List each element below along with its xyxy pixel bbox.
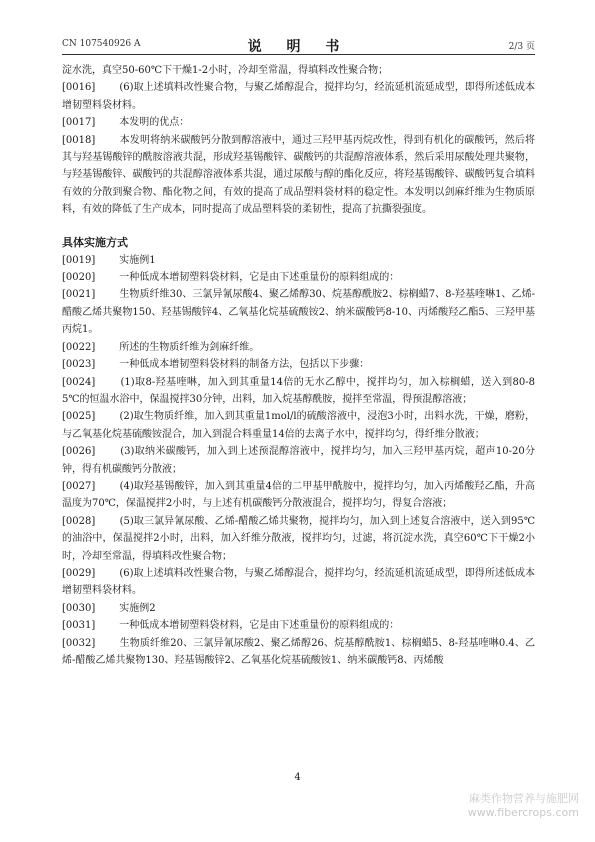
paragraph-number: [0031] (62, 620, 96, 632)
paragraph (62, 513, 535, 565)
paragraph (62, 252, 535, 269)
paragraph (62, 62, 535, 79)
paragraph-number: [0019] (62, 254, 96, 266)
document-body (62, 62, 535, 669)
paragraph (62, 339, 535, 356)
paragraph-text: 淀水洗，真空50-60℃下干燥1-2小时，冷却至常温，得填料改性聚合物； (62, 65, 389, 76)
paragraph-text: (1)取8-羟基喹啉，加入到其重量14倍的无水乙醇中，搅拌均匀，加入棕榈蜡，送入到80-85℃的恒温水浴中，保温搅拌30分钟，出料，加入烷基醇酰胺，搅拌至常温，得预混醇溶液； (62, 376, 535, 405)
paragraph-text: (6)取上述填料改性聚合物，与聚乙烯醇混合，搅拌均匀，经流延机流延成型，即得所述低成本增韧塑料袋材料。 (62, 82, 535, 111)
paragraph-text: 所述的生物质纤维为剑麻纤维。 (119, 341, 260, 353)
paragraph-number: [0022] (62, 341, 96, 353)
watermark (468, 792, 579, 820)
paragraph (62, 79, 535, 114)
paragraph-number: [0018] (62, 134, 96, 146)
paragraph (62, 374, 535, 409)
paragraph (62, 114, 535, 131)
page-indicator: 2/3 页 (508, 42, 535, 52)
paragraph-number: [0016] (62, 82, 96, 94)
paragraph-text: (4)取羟基锡酸锌，加入到其重量4倍的二甲基甲酰胺中，搅拌均匀，加入丙烯酸羟乙酯，升高温度为70℃，保温搅拌2小时，与上述有机碳酸钙分散液混合，搅拌均匀，得复合溶液； (62, 480, 536, 510)
paragraph-number: [0029] (62, 567, 96, 579)
paragraph-text: 本发明的优点： (119, 117, 190, 129)
paragraph-number: [0028] (62, 515, 96, 527)
paragraph-text: 实施例1 (119, 254, 156, 266)
paragraph-block-embodiments (62, 252, 535, 670)
paragraph (62, 617, 535, 634)
section-title: 具体实施方式 (62, 235, 128, 249)
paragraph (62, 635, 535, 670)
page-header (62, 36, 535, 55)
publication-number: CN 107540926 A (62, 39, 141, 49)
paragraph-number: [0026] (62, 446, 96, 458)
document-title: 说 明 书 (247, 39, 350, 55)
paragraph-number: [0020] (62, 272, 96, 284)
paragraph (62, 286, 535, 338)
paragraph-text: (6)取上述填料改性聚合物，与聚乙烯醇混合，搅拌均匀，经流延机流延成型，即得所述低成本增韧塑料袋材料。 (62, 567, 535, 597)
paragraph-text: 本发明将纳米碳酸钙分散到醇溶液中，通过三羟甲基丙烷改性，得到有机化的碳酸钙，然后将其与羟基锡酸锌的酰胺溶液共混，形成羟基锡酸锌、碳酸钙的共混醇溶液体系，然后采用尿酸处理共聚物，与羟基锡酸锌、碳酸钙的共混醇溶液体系共混，通过尿酸与醇的酯化反应，将羟基锡酸锌、碳酸钙复合填料有效的分散到聚合物、酯化物之间，有效的提高了成品塑料袋材料的稳定性。本发明以剑麻纤维为生物质原料，有效的降低了生产成本，同时提高了成品塑料袋的柔韧性，提高了抗撕裂强度。 (62, 134, 536, 216)
paragraph-text: (5)取三氯异氰尿酸、乙烯-醋酸乙烯共聚物，搅拌均匀，加入到上述复合溶液中，送入到95℃的油浴中，保温搅拌2小时，出料，加入纤维分散液，搅拌均匀，过滤，将沉淀水洗，真空60℃下干燥2小时，冷却至常温，得填料改性聚合物； (62, 515, 536, 562)
paragraph-number: [0021] (62, 289, 96, 301)
paragraph (62, 132, 535, 219)
paragraph (62, 443, 535, 478)
paragraph-number: [0030] (62, 602, 96, 614)
paragraph-text: 生物质纤维20、三氯异氰尿酸2、聚乙烯醇26、烷基醇酰胺1、棕榈蜡5、8-羟基喹啉0.4、乙烯-醋酸乙烯共聚物130、羟基锡酸锌2、乙氧基化烷基硫酸铵1、纳米碳酸钙8、丙烯酸 (62, 637, 535, 666)
paragraph (62, 356, 535, 373)
paragraph-text: (2)取生物质纤维，加入到其重量1mol/l的硫酸溶液中，浸泡3小时，出料水洗，干燥，磨粉，与乙氧基化烷基硫酸铵混合，加入到混合料重量14倍的去离子水中，搅拌均匀，得纤维分散液； (62, 411, 535, 440)
paragraph-number: [0017] (62, 117, 96, 129)
paragraph-number: [0023] (62, 359, 96, 371)
paragraph-text: 一种低成本增韧塑料袋材料，它是由下述重量份的原料组成的： (119, 620, 400, 632)
paragraph-block-intro (62, 62, 535, 219)
watermark-url: www.fibercrops.com (467, 806, 579, 819)
watermark-site-name: 麻类作物营养与施肥网 (469, 792, 579, 805)
paragraph (62, 478, 535, 513)
paragraph-number: [0024] (62, 376, 96, 388)
paragraph-text: 一种低成本增韧塑料袋材料，它是由下述重量份的原料组成的： (119, 272, 400, 284)
paragraph (62, 408, 535, 443)
paragraph-text: 实施例2 (119, 602, 156, 614)
paragraph-number: [0027] (62, 480, 96, 492)
paragraph (62, 600, 535, 617)
paragraph-number: [0032] (62, 637, 96, 649)
paragraph-text: 一种低成本增韧塑料袋材料的制备方法，包括以下步骤： (119, 359, 370, 371)
page-number: 4 (294, 772, 301, 783)
paragraph-number: [0025] (62, 411, 96, 423)
paragraph-text: 生物质纤维30、三氯异氰尿酸4、聚乙烯醇30、烷基醇酰胺2、棕榈蜡7、8-羟基喹啉1、乙烯-醋酸乙烯共聚物150、羟基锡酸锌4、乙氧基化烷基硫酸铵2、纳米碳酸钙8-10、丙烯酸羟乙酯5、三羟甲基丙烷1。 (62, 289, 535, 336)
paragraph-text: (3)取纳米碳酸钙，加入到上述预混醇溶液中，搅拌均匀，加入三羟甲基丙烷，超声10-20分钟，得有机碳酸钙分散液； (62, 446, 536, 475)
paragraph (62, 269, 535, 286)
paragraph (62, 565, 535, 600)
